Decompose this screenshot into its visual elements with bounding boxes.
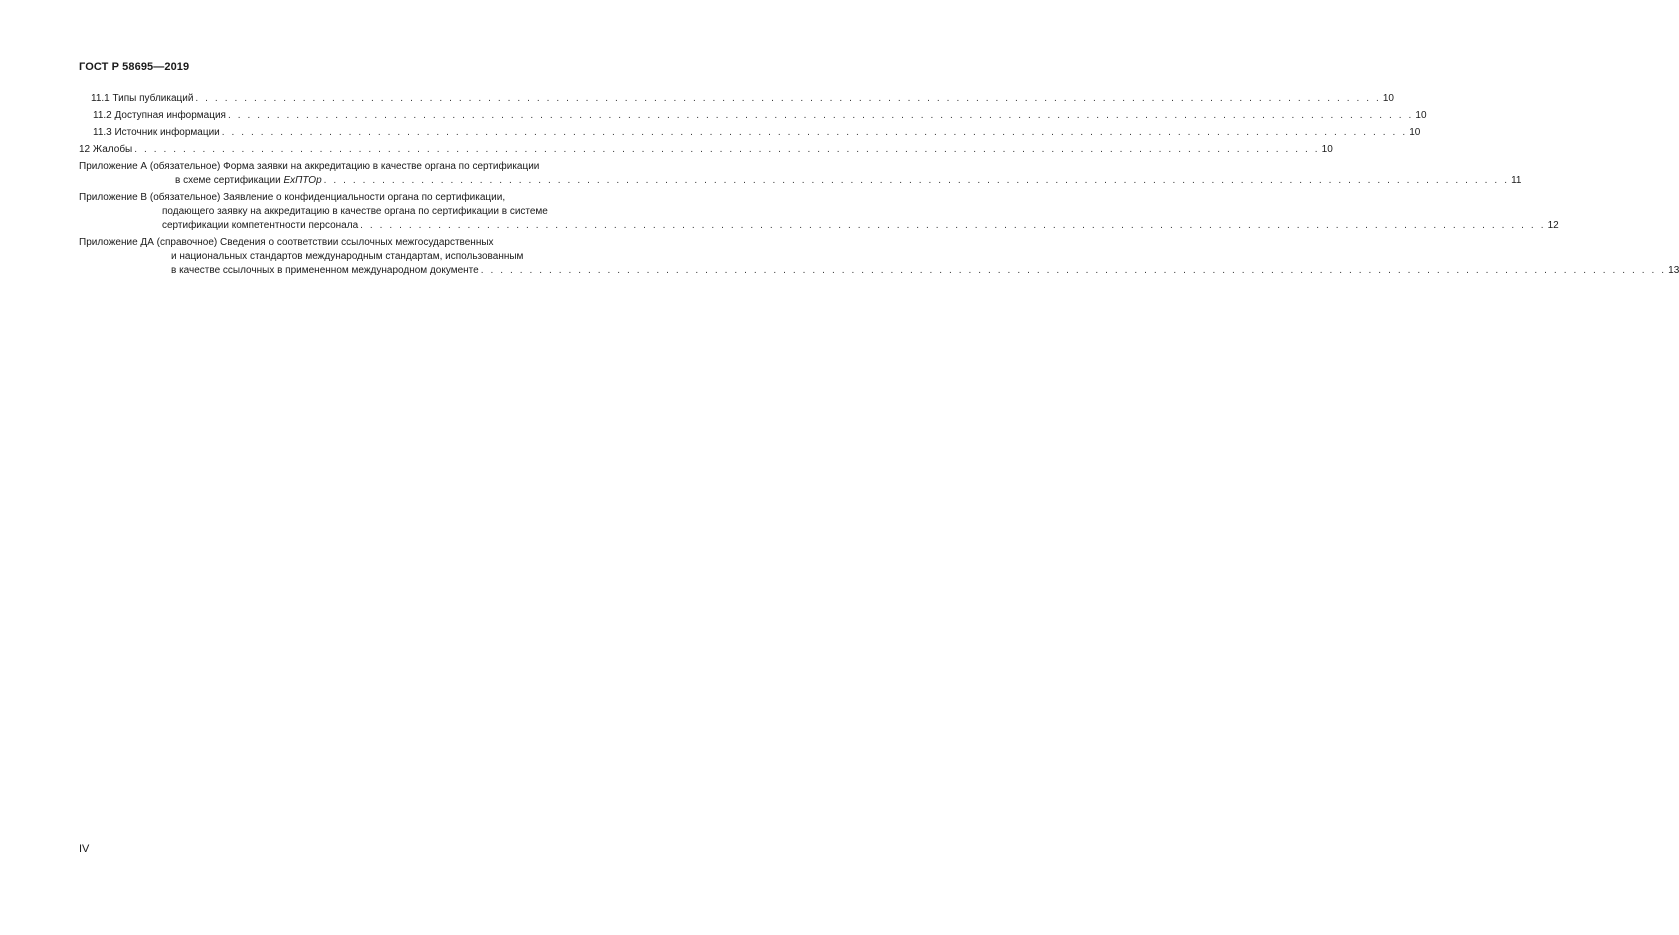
- toc-entry-text: 11.1 Типы публикаций: [91, 93, 194, 104]
- toc-entry-text-cont: и национальных стандартов международным стандартам, использованным: [171, 251, 524, 262]
- toc-entry-text: Приложение В (обязательное) Заявление о конфиденциальности органа по сертификации,: [79, 192, 506, 203]
- toc-leader: . . . . . . . . . . . . . . . . . . . . . . . . . . . . . . . . . . . . . . . . . . . . . . . . . . . . . . . . . . . . . . . . . . . . . . . . . . . . . . . . . . . . . . . . . . . . . . . . . . . . . . . . . . . . . . . . . . . . . . . . . .: [480, 265, 1667, 276]
- toc-page-number: 10: [1409, 127, 1421, 138]
- toc-entry-text-cont: [175, 174, 322, 188]
- toc-entry-appendix-da[interactable]: [79, 236, 1679, 278]
- toc-entry-text: 11.2 Доступная информация: [93, 110, 226, 121]
- toc-entry-text-prefix: в схеме сертификации: [175, 175, 284, 186]
- toc-leader: . . . . . . . . . . . . . . . . . . . . . . . . . . . . . . . . . . . . . . . . . . . . . . . . . . . . . . . . . . . . . . . . . . . . . . . . . . . . . . . . . . . . . . . . . . . . . . . . . . . . . . . . . . . . . . . . . . . . . . . . . .: [221, 127, 1408, 138]
- toc-entry-text: Приложение А (обязательное) Форма заявки на аккредитацию в качестве органа по сертификации: [79, 161, 540, 172]
- toc-entry-appendix-a[interactable]: [79, 160, 1522, 188]
- table-of-contents: [79, 92, 1679, 281]
- page-number-footer: IV: [79, 843, 90, 855]
- toc-leader: . . . . . . . . . . . . . . . . . . . . . . . . . . . . . . . . . . . . . . . . . . . . . . . . . . . . . . . . . . . . . . . . . . . . . . . . . . . . . . . . . . . . . . . . . . . . . . . . . . . . . . . . . . . . . . . . . . . . . . . . . .: [323, 175, 1510, 186]
- toc-entry-text-cont: в качестве ссылочных в примененном международном документе: [171, 265, 479, 276]
- toc-leader: . . . . . . . . . . . . . . . . . . . . . . . . . . . . . . . . . . . . . . . . . . . . . . . . . . . . . . . . . . . . . . . . . . . . . . . . . . . . . . . . . . . . . . . . . . . . . . . . . . . . . . . . . . . . . . . . . . . . . . . . . .: [227, 110, 1414, 121]
- toc-page-number: 13: [1668, 265, 1679, 276]
- toc-page-number: 10: [1382, 93, 1394, 104]
- toc-entry-text: Приложение ДА (справочное) Сведения о соответствии ссылочных межгосударственных: [79, 237, 494, 248]
- toc-entry-11-2[interactable]: [79, 109, 1427, 123]
- toc-entry-text: 12 Жалобы: [79, 144, 133, 155]
- toc-page-number: 11: [1511, 175, 1522, 186]
- toc-entry-scheme-name: ExПТОр: [283, 175, 322, 186]
- toc-entry-12[interactable]: [79, 143, 1333, 157]
- toc-entry-text: 11.3 Источник информации: [93, 127, 220, 138]
- toc-leader: . . . . . . . . . . . . . . . . . . . . . . . . . . . . . . . . . . . . . . . . . . . . . . . . . . . . . . . . . . . . . . . . . . . . . . . . . . . . . . . . . . . . . . . . . . . . . . . . . . . . . . . . . . . . . . . . . . . . . . . . . .: [134, 144, 1320, 155]
- toc-entry-11-3[interactable]: [79, 126, 1421, 140]
- toc-entry-11-1[interactable]: [79, 92, 1394, 106]
- document-header: ГОСТ Р 58695—2019: [79, 61, 190, 73]
- toc-entry-text-cont: сертификации компетентности персонала: [162, 220, 359, 231]
- toc-page-number: 10: [1321, 144, 1333, 155]
- toc-page-number: 10: [1415, 110, 1427, 121]
- toc-page-number: 12: [1547, 220, 1559, 231]
- toc-entry-text-cont: подающего заявку на аккредитацию в качестве органа по сертификации в системе: [162, 206, 548, 217]
- toc-leader: . . . . . . . . . . . . . . . . . . . . . . . . . . . . . . . . . . . . . . . . . . . . . . . . . . . . . . . . . . . . . . . . . . . . . . . . . . . . . . . . . . . . . . . . . . . . . . . . . . . . . . . . . . . . . . . . . . . . . . . . . .: [360, 220, 1546, 231]
- toc-entry-appendix-b[interactable]: [79, 191, 1559, 233]
- toc-leader: . . . . . . . . . . . . . . . . . . . . . . . . . . . . . . . . . . . . . . . . . . . . . . . . . . . . . . . . . . . . . . . . . . . . . . . . . . . . . . . . . . . . . . . . . . . . . . . . . . . . . . . . . . . . . . . . . . . . . . . . . .: [195, 93, 1381, 104]
